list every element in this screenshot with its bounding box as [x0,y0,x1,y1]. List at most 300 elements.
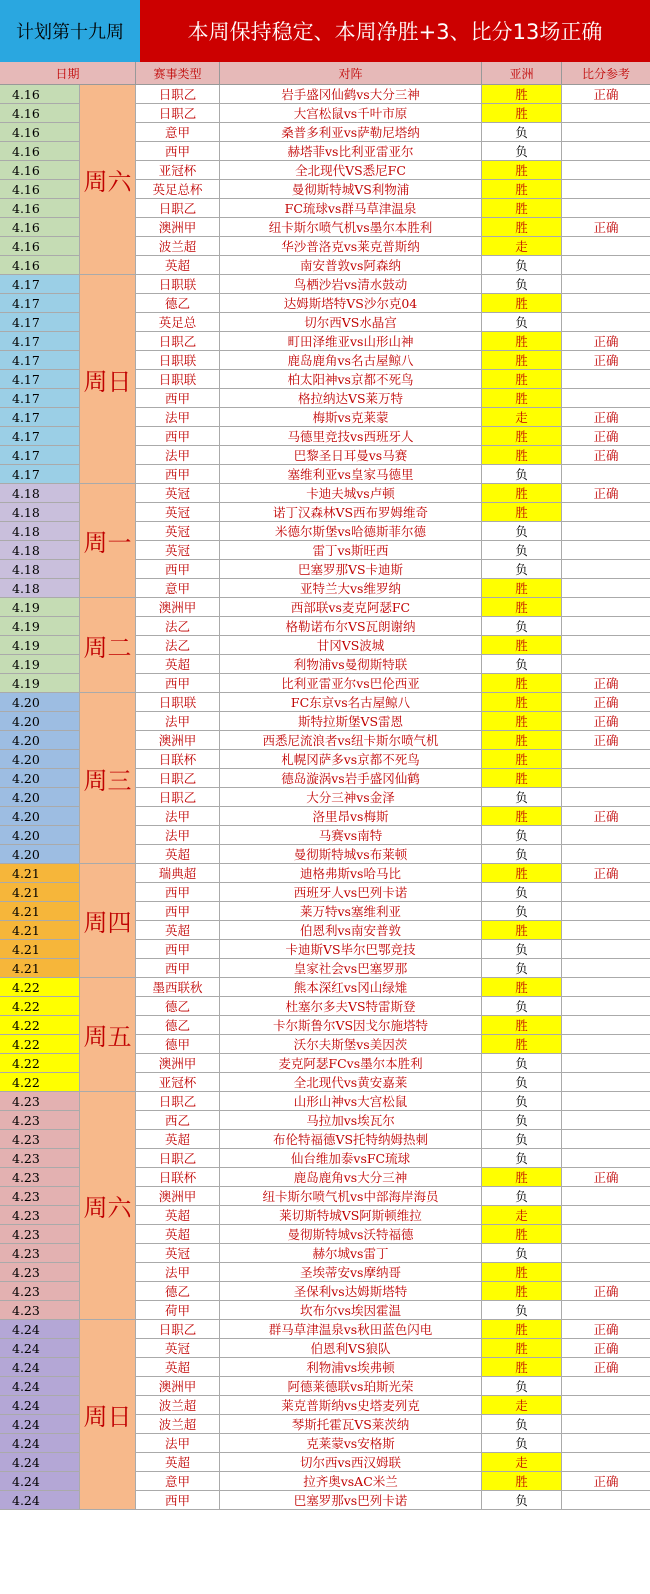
asia-result-cell: 胜 [482,1339,562,1358]
league-cell: 西甲 [136,940,220,959]
weekday-label: 周日 [80,1320,136,1510]
match-cell: 鸟栖沙岩vs清水鼓动 [220,275,482,294]
score-reference-cell [562,1244,650,1263]
asia-result-cell: 胜 [482,427,562,446]
match-cell: 山形山神vs大宫松鼠 [220,1092,482,1111]
league-cell: 英超 [136,921,220,940]
asia-result-cell: 负 [482,1187,562,1206]
asia-result-cell: 胜 [482,921,562,940]
league-cell: 澳洲甲 [136,1054,220,1073]
score-reference-cell [562,997,650,1016]
match-cell: 格勒诺布尔VS瓦朗谢纳 [220,617,482,636]
score-reference-cell [562,1225,650,1244]
league-cell: 西甲 [136,883,220,902]
score-reference-cell [562,256,650,275]
league-cell: 英超 [136,1130,220,1149]
date-cell: 4.20 [0,845,80,864]
score-reference-cell [562,275,650,294]
asia-result-cell: 负 [482,1244,562,1263]
weekday-label: 周二 [80,598,136,693]
league-cell: 英冠 [136,503,220,522]
match-cell: 大宫松鼠vs千叶市原 [220,104,482,123]
score-reference-cell [562,1301,650,1320]
weekday-label: 周六 [80,1092,136,1320]
score-reference-cell: 正确 [562,1320,650,1339]
date-cell: 4.17 [0,465,80,484]
date-cell: 4.19 [0,655,80,674]
score-reference-cell [562,921,650,940]
asia-result-cell: 负 [482,1130,562,1149]
asia-result-cell: 负 [482,826,562,845]
asia-result-cell: 胜 [482,769,562,788]
asia-result-cell: 胜 [482,1016,562,1035]
date-cell: 4.17 [0,446,80,465]
asia-result-cell: 胜 [482,1472,562,1491]
date-cell: 4.23 [0,1168,80,1187]
match-cell: 全北现代vs黄安嘉莱 [220,1073,482,1092]
match-cell: 群马草津温泉vs秋田蓝色闪电 [220,1320,482,1339]
league-cell: 澳洲甲 [136,598,220,617]
league-cell: 英足总杯 [136,180,220,199]
asia-result-cell: 胜 [482,636,562,655]
match-cell: 雷丁vs斯旺西 [220,541,482,560]
asia-result-cell: 负 [482,959,562,978]
score-reference-cell [562,1377,650,1396]
column-header-match: 对阵 [220,62,482,84]
league-cell: 德乙 [136,997,220,1016]
match-cell: 柏太阳神vs京都不死鸟 [220,370,482,389]
date-cell: 4.20 [0,788,80,807]
match-cell: 仙台维加泰vsFC琉球 [220,1149,482,1168]
score-reference-cell [562,389,650,408]
date-cell: 4.24 [0,1453,80,1472]
asia-result-cell: 胜 [482,1225,562,1244]
league-cell: 波兰超 [136,237,220,256]
match-cell: 西班牙人vs巴列卡诺 [220,883,482,902]
league-cell: 日职乙 [136,332,220,351]
score-reference-cell [562,465,650,484]
score-reference-cell [562,617,650,636]
league-cell: 墨西联秋 [136,978,220,997]
score-reference-cell: 正确 [562,1339,650,1358]
date-cell: 4.23 [0,1244,80,1263]
asia-result-cell: 走 [482,1453,562,1472]
score-reference-cell [562,560,650,579]
date-cell: 4.23 [0,1263,80,1282]
date-cell: 4.18 [0,484,80,503]
asia-result-cell: 负 [482,1092,562,1111]
score-reference-cell [562,1092,650,1111]
date-cell: 4.17 [0,351,80,370]
date-cell: 4.16 [0,161,80,180]
match-cell: 马德里竞技vs西班牙人 [220,427,482,446]
league-cell: 日职乙 [136,1149,220,1168]
date-cell: 4.16 [0,123,80,142]
league-cell: 日职乙 [136,199,220,218]
league-cell: 法甲 [136,408,220,427]
date-cell: 4.21 [0,921,80,940]
date-cell: 4.23 [0,1225,80,1244]
league-cell: 英超 [136,256,220,275]
match-cell: 马拉加vs埃瓦尔 [220,1111,482,1130]
score-reference-cell [562,1016,650,1035]
date-cell: 4.20 [0,693,80,712]
score-reference-cell [562,978,650,997]
league-cell: 英冠 [136,541,220,560]
match-cell: 鹿岛鹿角vs大分三神 [220,1168,482,1187]
match-cell: 西悉尼流浪者vs纽卡斯尔喷气机 [220,731,482,750]
score-reference-cell: 正确 [562,1358,650,1377]
league-cell: 西甲 [136,389,220,408]
match-cell: 巴黎圣日耳曼vs马赛 [220,446,482,465]
score-reference-cell [562,845,650,864]
match-cell: 鹿岛鹿角vs名古屋鲸八 [220,351,482,370]
date-cell: 4.23 [0,1301,80,1320]
asia-result-cell: 负 [482,940,562,959]
league-cell: 波兰超 [136,1415,220,1434]
league-cell: 西甲 [136,560,220,579]
date-cell: 4.17 [0,294,80,313]
league-cell: 西甲 [136,674,220,693]
date-cell: 4.23 [0,1130,80,1149]
date-cell: 4.22 [0,978,80,997]
score-reference-cell [562,503,650,522]
match-cell: FC琉球vs群马草津温泉 [220,199,482,218]
score-reference-cell [562,579,650,598]
match-cell: 斯特拉斯堡VS雷恩 [220,712,482,731]
score-reference-cell [562,1453,650,1472]
date-cell: 4.18 [0,541,80,560]
score-reference-cell [562,1187,650,1206]
asia-result-cell: 胜 [482,161,562,180]
match-cell: 伯恩利VS狼队 [220,1339,482,1358]
asia-result-cell: 胜 [482,712,562,731]
asia-result-cell: 胜 [482,598,562,617]
league-cell: 法甲 [136,1263,220,1282]
asia-result-cell: 走 [482,1396,562,1415]
match-cell: 卡迪夫城vs卢顿 [220,484,482,503]
score-reference-cell [562,199,650,218]
asia-result-cell: 胜 [482,864,562,883]
score-reference-cell: 正确 [562,1472,650,1491]
column-header-row [0,62,650,85]
league-cell: 西甲 [136,1491,220,1510]
match-cell: 麦克阿瑟FCvs墨尔本胜利 [220,1054,482,1073]
weekday-label: 周六 [80,85,136,275]
league-cell: 法甲 [136,826,220,845]
league-cell: 澳洲甲 [136,1377,220,1396]
score-reference-cell: 正确 [562,807,650,826]
date-cell: 4.18 [0,503,80,522]
match-cell: 马赛vs南特 [220,826,482,845]
date-cell: 4.17 [0,332,80,351]
asia-result-cell: 胜 [482,332,562,351]
column-header-league: 赛事类型 [136,62,220,84]
league-cell: 亚冠杯 [136,1073,220,1092]
score-reference-cell [562,655,650,674]
score-reference-cell [562,142,650,161]
asia-result-cell: 负 [482,560,562,579]
asia-result-cell: 负 [482,655,562,674]
league-cell: 日职联 [136,693,220,712]
date-cell: 4.19 [0,636,80,655]
column-header-score: 比分参考 [581,66,630,81]
match-cell: 塞维利亚vs皇家马德里 [220,465,482,484]
score-reference-cell: 正确 [562,218,650,237]
league-cell: 德甲 [136,1035,220,1054]
score-reference-cell [562,161,650,180]
match-cell: 赫尔城vs雷丁 [220,1244,482,1263]
league-cell: 西甲 [136,902,220,921]
match-cell: 岩手盛冈仙鹤vs大分三神 [220,85,482,104]
date-cell: 4.22 [0,1054,80,1073]
league-cell: 意甲 [136,1472,220,1491]
match-cell: 巴塞罗那vs巴列卡诺 [220,1491,482,1510]
asia-result-cell: 胜 [482,1035,562,1054]
match-cell: 莱克普斯纳vs史塔麦列克 [220,1396,482,1415]
league-cell: 德乙 [136,1016,220,1035]
match-cell: 甘冈VS波城 [220,636,482,655]
asia-result-cell: 胜 [482,1358,562,1377]
date-cell: 4.17 [0,370,80,389]
score-reference-cell [562,1206,650,1225]
weekday-label: 周三 [80,693,136,864]
asia-result-cell: 胜 [482,218,562,237]
asia-result-cell: 走 [482,408,562,427]
match-cell: 圣保利vs达姆斯塔特 [220,1282,482,1301]
asia-result-cell: 胜 [482,807,562,826]
match-cell: 桑普多利亚vs萨勒尼塔纳 [220,123,482,142]
league-cell: 日职联 [136,275,220,294]
date-cell: 4.23 [0,1092,80,1111]
league-cell: 澳洲甲 [136,218,220,237]
league-cell: 意甲 [136,579,220,598]
score-reference-cell [562,1130,650,1149]
date-cell: 4.21 [0,883,80,902]
score-reference-cell [562,598,650,617]
date-cell: 4.24 [0,1358,80,1377]
league-cell: 日职乙 [136,85,220,104]
date-cell: 4.16 [0,180,80,199]
match-cell: 拉齐奥vsAC米兰 [220,1472,482,1491]
score-reference-cell: 正确 [562,1168,650,1187]
score-reference-cell [562,104,650,123]
league-cell: 澳洲甲 [136,731,220,750]
asia-result-cell: 胜 [482,484,562,503]
date-cell: 4.16 [0,218,80,237]
asia-result-cell: 负 [482,1491,562,1510]
asia-result-cell: 负 [482,1301,562,1320]
date-cell: 4.23 [0,1187,80,1206]
league-cell: 西甲 [136,142,220,161]
asia-result-cell: 胜 [482,104,562,123]
date-cell: 4.22 [0,1073,80,1092]
asia-result-cell: 胜 [482,674,562,693]
date-cell: 4.16 [0,199,80,218]
score-reference-cell: 正确 [562,85,650,104]
date-cell: 4.20 [0,731,80,750]
weekday-label: 周四 [80,864,136,978]
league-cell: 亚冠杯 [136,161,220,180]
date-cell: 4.24 [0,1339,80,1358]
league-cell: 西甲 [136,465,220,484]
date-cell: 4.20 [0,807,80,826]
match-cell: 克莱蒙vs安格斯 [220,1434,482,1453]
score-reference-cell [562,123,650,142]
league-cell: 英冠 [136,1244,220,1263]
league-cell: 意甲 [136,123,220,142]
match-cell: 曼彻斯特城vs沃特福德 [220,1225,482,1244]
match-cell: 大分三神vs金泽 [220,788,482,807]
asia-result-cell: 负 [482,788,562,807]
date-cell: 4.18 [0,579,80,598]
asia-result-cell: 胜 [482,1282,562,1301]
league-cell: 英冠 [136,484,220,503]
score-reference-cell: 正确 [562,864,650,883]
score-reference-cell: 正确 [562,693,650,712]
league-cell: 法乙 [136,636,220,655]
asia-result-cell: 负 [482,465,562,484]
asia-result-cell: 胜 [482,693,562,712]
league-cell: 英超 [136,1225,220,1244]
asia-result-cell: 胜 [482,446,562,465]
date-cell: 4.17 [0,389,80,408]
score-reference-cell [562,1149,650,1168]
match-cell: 诺丁汉森林VS西布罗姆维奇 [220,503,482,522]
date-cell: 4.17 [0,427,80,446]
asia-result-cell: 胜 [482,579,562,598]
match-cell: 迪格弗斯vs哈马比 [220,864,482,883]
asia-result-cell: 负 [482,1111,562,1130]
match-cell: 华沙普洛克vs莱克普斯纳 [220,237,482,256]
date-cell: 4.17 [0,275,80,294]
league-cell: 日职联 [136,370,220,389]
match-cell: 皇家社会vs巴塞罗那 [220,959,482,978]
league-cell: 英超 [136,1358,220,1377]
score-reference-cell [562,313,650,332]
league-cell: 英足总 [136,313,220,332]
score-reference-cell: 正确 [562,427,650,446]
score-reference-cell [562,1054,650,1073]
match-cell: 纽卡斯尔喷气机vs中部海岸海员 [220,1187,482,1206]
score-reference-cell [562,940,650,959]
league-cell: 日职乙 [136,788,220,807]
score-reference-cell: 正确 [562,674,650,693]
asia-result-cell: 负 [482,1073,562,1092]
score-reference-cell [562,902,650,921]
asia-result-cell: 走 [482,237,562,256]
score-reference-cell: 正确 [562,351,650,370]
asia-result-cell: 负 [482,123,562,142]
date-cell: 4.16 [0,237,80,256]
score-reference-cell [562,826,650,845]
date-cell: 4.24 [0,1434,80,1453]
asia-result-cell: 走 [482,1206,562,1225]
score-reference-cell [562,1491,650,1510]
date-cell: 4.22 [0,997,80,1016]
score-reference-cell [562,180,650,199]
score-reference-cell [562,1396,650,1415]
score-reference-cell [562,237,650,256]
date-cell: 4.24 [0,1377,80,1396]
match-cell: 切尔西VS水晶宫 [220,313,482,332]
match-cell: 曼彻斯特城VS利物浦 [220,180,482,199]
match-cell: 赫塔菲vs比利亚雷亚尔 [220,142,482,161]
asia-result-cell: 胜 [482,503,562,522]
match-cell: 纽卡斯尔喷气机vs墨尔本胜利 [220,218,482,237]
match-cell: 伯恩利vs南安普敦 [220,921,482,940]
asia-result-cell: 胜 [482,180,562,199]
league-cell: 法甲 [136,1434,220,1453]
date-cell: 4.19 [0,598,80,617]
match-cell: 札幌冈萨多vs京都不死鸟 [220,750,482,769]
league-cell: 德乙 [136,294,220,313]
asia-result-cell: 负 [482,313,562,332]
asia-result-cell: 负 [482,1377,562,1396]
match-cell: 利物浦vs曼彻斯特联 [220,655,482,674]
score-reference-cell [562,294,650,313]
league-cell: 法乙 [136,617,220,636]
match-cell: 琴斯托霍瓦VS莱茨纳 [220,1415,482,1434]
score-reference-cell: 正确 [562,408,650,427]
asia-result-cell: 胜 [482,85,562,104]
asia-result-cell: 胜 [482,294,562,313]
asia-result-cell: 负 [482,997,562,1016]
league-cell: 荷甲 [136,1301,220,1320]
score-reference-cell [562,1111,650,1130]
column-header-asia: 亚洲 [482,62,562,84]
match-cell: 坎布尔vs埃因霍温 [220,1301,482,1320]
date-cell: 4.24 [0,1491,80,1510]
match-cell: 阿德莱德联vs珀斯光荣 [220,1377,482,1396]
match-cell: 杜塞尔多夫VS特雷斯登 [220,997,482,1016]
asia-result-cell: 负 [482,541,562,560]
date-cell: 4.24 [0,1320,80,1339]
score-reference-cell: 正确 [562,712,650,731]
date-cell: 4.23 [0,1282,80,1301]
match-cell: 卡尔斯鲁尔VS因戈尔施塔特 [220,1016,482,1035]
match-cell: 町田泽维亚vs山形山神 [220,332,482,351]
date-cell: 4.20 [0,750,80,769]
asia-result-cell: 负 [482,1149,562,1168]
league-cell: 日职联 [136,351,220,370]
headline: 本周保持稳定、本周净胜+3、比分13场正确 [140,0,650,62]
date-cell: 4.17 [0,313,80,332]
match-cell: 达姆斯塔特VS沙尔克04 [220,294,482,313]
asia-result-cell: 胜 [482,351,562,370]
date-cell: 4.22 [0,1016,80,1035]
league-cell: 法甲 [136,807,220,826]
score-reference-cell [562,788,650,807]
score-reference-cell [562,522,650,541]
asia-result-cell: 胜 [482,978,562,997]
weekday-label: 周五 [80,978,136,1092]
match-cell: 洛里昂vs梅斯 [220,807,482,826]
match-cell: 熊本深红vs冈山绿雉 [220,978,482,997]
league-cell: 西甲 [136,427,220,446]
date-cell: 4.19 [0,617,80,636]
league-cell: 英冠 [136,1339,220,1358]
match-cell: 布伦特福德VS托特纳姆热刺 [220,1130,482,1149]
asia-result-cell: 负 [482,142,562,161]
asia-result-cell: 胜 [482,370,562,389]
match-cell: 米德尔斯堡vs哈德斯菲尔德 [220,522,482,541]
asia-result-cell: 负 [482,522,562,541]
date-cell: 4.21 [0,940,80,959]
date-cell: 4.16 [0,256,80,275]
plan-title: 计划第十九周 [0,0,140,62]
asia-result-cell: 负 [482,845,562,864]
